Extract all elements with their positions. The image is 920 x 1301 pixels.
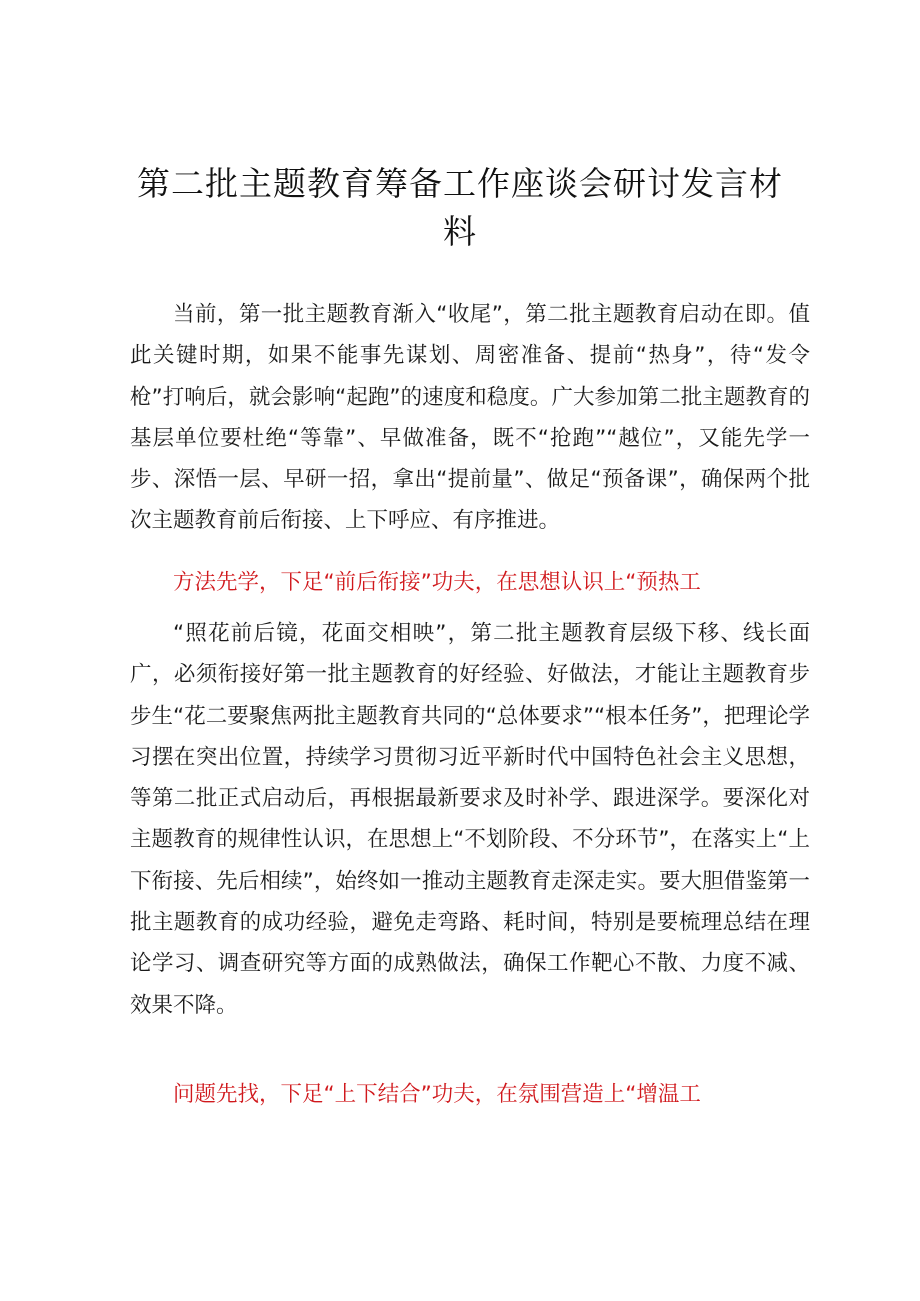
- document-title: 第二批主题教育筹备工作座谈会研讨发言材料: [137, 164, 783, 251]
- body-paragraph-section-1: “照花前后镜，花面交相映”，第二批主题教育层级下移、线长面广，必须衔接好第一批主题教育的好经验、好做法，才能让主题教育步步生“花二要聚焦两批主题教育共同的“总体要求”“根本任务”，把理论学习摆在突出位置，持续学习贯彻习近平新时代中国特色社会主义思想，等第二批正式启动后，再根据最新要求及时补学、跟进深学。要深化对主题教育的规律性认识，在思想上“不划阶段、不分环节”，在落实上“上下衔接、先后相续”，始终如一推动主题教育走深走实。要大胆借鉴第一批主题教育的成功经验，避免走弯路、耗时间，特别是要梳理总结在理论学习、调查研究等方面的成熟做法，确保工作靶心不散、力度不减、效果不降。: [130, 621, 810, 1018]
- body-paragraph-intro: 当前，第一批主题教育渐入“收尾”，第二批主题教育启动在即。值此关键时期，如果不能事先谋划、周密准备、提前“热身”，待“发令枪”打响后，就会影响“起跑”的速度和稳度。广大参加第二批主题教育的基层单位要杜绝“等靠”、早做准备，既不“抢跑”“越位”，又能先学一步、深悟一层、早研一招，拿出“提前量”、做足“预备课”，确保两个批次主题教育前后衔接、上下呼应、有序推进。: [130, 302, 810, 534]
- section-heading-1: 方法先学，下足“前后衔接”功夫，在思想认识上“预热工: [173, 570, 701, 595]
- section-heading-2: 问题先找，下足“上下结合”功夫，在氛围营造上“增温工: [173, 1082, 701, 1107]
